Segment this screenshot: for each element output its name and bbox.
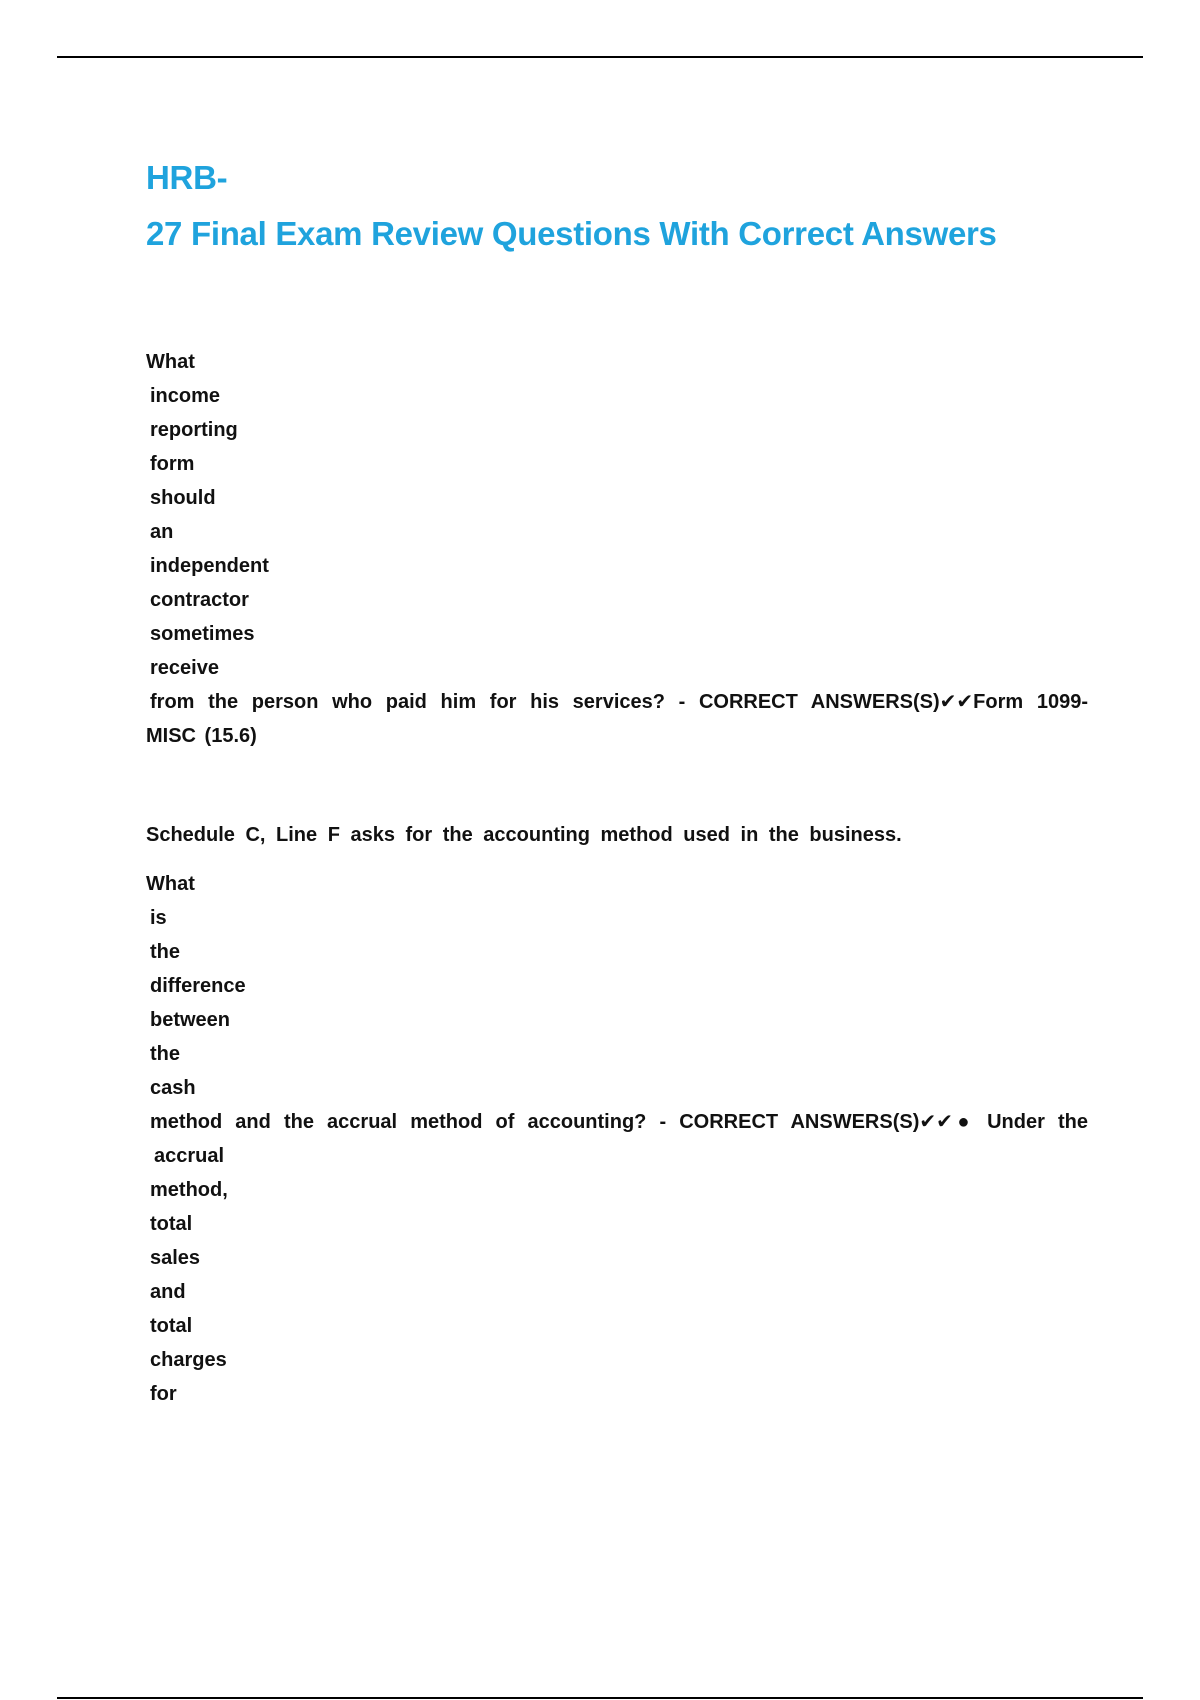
q2-answer-word: charges: [150, 1349, 227, 1371]
q1-word: reporting: [150, 419, 238, 441]
q2-answer-word: total: [150, 1213, 193, 1235]
q2-answer-word: method,: [150, 1179, 228, 1201]
q2-word: between: [150, 1009, 231, 1031]
statement-schedule-c: Schedule C, Line F asks for the accounting method used in the business.: [146, 824, 902, 846]
title-line-2: 27 Final Exam Review Questions With Correct Answers: [146, 215, 997, 252]
q1-answer-tail: MISC (15.6): [146, 725, 257, 747]
q2-word: the: [150, 1043, 180, 1065]
bottom-rule: [57, 1697, 1143, 1699]
q2-word: is: [150, 907, 167, 929]
q1-word: contractor: [150, 589, 249, 611]
q2-answer-word: and: [150, 1281, 186, 1303]
q2-answer-word: for: [150, 1383, 177, 1405]
q2-answer-word: total: [150, 1315, 193, 1337]
q2-word: the: [150, 941, 180, 963]
question-2: [146, 867, 1088, 1411]
question-1: [146, 345, 1088, 753]
q2-answer-line: method and the accrual method of accounting? - CORRECT ANSWERS(S)✔✔● Under the: [150, 1111, 1088, 1133]
q1-word: receive: [150, 657, 219, 679]
q2-answer-word: sales: [150, 1247, 201, 1269]
page-title: [146, 150, 997, 262]
q1-word: an: [150, 521, 174, 543]
q1-word: independent: [150, 555, 269, 577]
q1-word: sometimes: [150, 623, 255, 645]
q2-word: What: [146, 873, 195, 895]
top-rule: [57, 56, 1143, 58]
q1-word: form: [150, 453, 195, 475]
q2-word: cash: [150, 1077, 196, 1099]
q1-word: should: [150, 487, 216, 509]
q1-answer-line: from the person who paid him for his services? - CORRECT ANSWERS(S)✔✔Form 1099-: [150, 691, 1088, 713]
title-line-1: HRB-: [146, 159, 228, 196]
q1-word: income: [150, 385, 221, 407]
q2-answer-word: accrual: [154, 1145, 225, 1167]
q2-word: difference: [150, 975, 246, 997]
q1-word: What: [146, 351, 195, 373]
